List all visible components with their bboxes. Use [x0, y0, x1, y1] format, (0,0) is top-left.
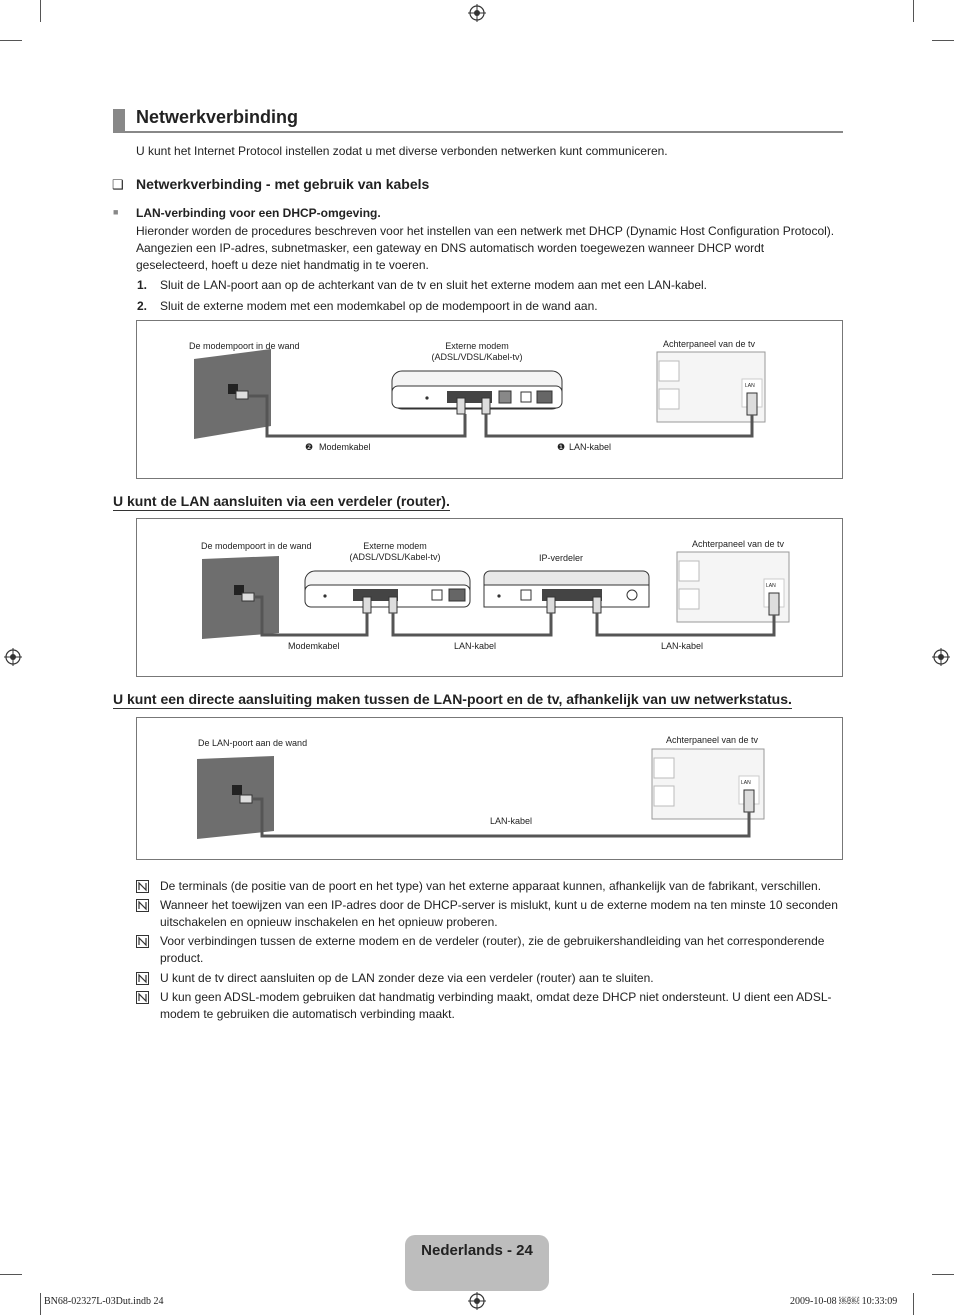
lan-cable [393, 613, 551, 635]
cable-marker: ❶ [557, 442, 566, 452]
cable-label: Modemkabel [288, 641, 340, 651]
tv-label: Achterpaneel van de tv [692, 539, 785, 549]
note-item [136, 878, 836, 895]
section-heading: Netwerkverbinding - met gebruik van kabels [136, 176, 430, 192]
direct-heading: U kunt een directe aansluiting maken tussen de LAN-poort en de tv, afhankelijk van uw netwerkstatus. [113, 691, 792, 707]
tv-label: Achterpaneel van de tv [666, 735, 759, 745]
cable-marker: ❷ [305, 442, 314, 452]
note-icon [136, 972, 149, 985]
cable-label: LAN-kabel [569, 442, 612, 452]
crop-mark [913, 0, 914, 22]
intro-text: U kunt het Internet Protocol instellen zodat u met diverse verbonden netwerken kunt communiceren. [136, 144, 668, 158]
note-item [136, 970, 836, 987]
router-heading: U kunt de LAN aansluiten via een verdeler (router). [113, 493, 450, 509]
title-bar [113, 109, 125, 131]
crop-mark [0, 40, 22, 41]
imprint-file: BN68-02327L-03Dut.indb 24 [44, 1296, 164, 1307]
registration-mark-icon [932, 648, 950, 666]
lan-port-label: LAN [745, 383, 755, 389]
page-number: Nederlands - 24 [421, 1242, 533, 1259]
step-text: Sluit de LAN-poort aan op de achterkant van de tv en sluit het externe modem aan met een LAN-kabel. [160, 278, 707, 292]
wall-label: De LAN-poort aan de wand [198, 738, 308, 748]
checkbox-icon: ❑ [112, 177, 124, 192]
crop-mark [913, 1293, 914, 1315]
subsection-heading: LAN-verbinding voor een DHCP-omgeving. [136, 206, 381, 220]
crop-mark [40, 0, 41, 22]
note-icon [136, 991, 149, 1004]
tv-label: Achterpaneel van de tv [663, 339, 756, 349]
title-rule [113, 131, 843, 133]
note-item [136, 897, 836, 931]
wall-plug-icon [236, 391, 248, 399]
modem-label-line: (ADSL/VDSL/Kabel-tv) [431, 352, 523, 362]
square-bullet-icon: ■ [113, 207, 119, 217]
lan-plug-icon [593, 597, 601, 613]
note-text: U kun geen ADSL-modem gebruiken dat handmatig verbinding maakt, omdat deze DHCP niet ondersteunt. U dient een ADSL-modem te gebruiken die automatisch verbinding maakt. [160, 990, 832, 1021]
step-number: 1. [137, 278, 148, 292]
wall-plug-icon [240, 795, 252, 803]
lan-plug-icon [482, 398, 490, 414]
tv-lan-plug-icon [769, 593, 779, 615]
cable-label: Modemkabel [319, 442, 371, 452]
modem-label-line: Externe modem [363, 541, 427, 551]
wall-label: De modempoort in de wand [201, 541, 312, 551]
note-text: Wanneer het toewijzen van een IP-adres door de DHCP-server is mislukt, kunt u de externe modem na ten minste 10 seconden uitschakelen en opnieuw inschakelen en het opnieuw proberen. [160, 898, 838, 929]
crop-mark [932, 40, 954, 41]
modem-label [335, 541, 455, 563]
tv-lan-plug-icon [744, 790, 754, 812]
page-title: Netwerkverbinding [136, 107, 299, 127]
note-text: De terminals (de positie van de poort en het type) van het externe apparaat kunnen, afhankelijk van de fabrikant, verschillen. [160, 879, 822, 893]
note-item [136, 989, 836, 1023]
imprint-date: 2009-10-08 ￼￼ 10:33:09 [790, 1296, 898, 1307]
lan-plug-icon [547, 597, 555, 613]
lan-port-label: LAN [741, 780, 751, 786]
note-text: Voor verbindingen tussen de externe modem en de verdeler (router), zie de gebruikershandleiding van het corresponderende product. [160, 934, 825, 965]
note-icon [136, 880, 149, 893]
note-icon [136, 899, 149, 912]
subsection-body: Hieronder worden de procedures beschreven voor het instellen van een netwerk met DHCP (Dynamic Host Configuration Protocol). Aangezien een IP-adres, subnetmasker, een gateway en DNS automatisch worden toegewezen wanneer DHCP wordt geselecteerd, hoeft u deze niet handmatig in te voeren. [136, 224, 835, 272]
step-number: 2. [137, 299, 148, 313]
crop-mark [0, 1274, 22, 1275]
crop-mark [932, 1274, 954, 1275]
modem-label-line: (ADSL/VDSL/Kabel-tv) [349, 552, 441, 562]
modem-plug-icon [457, 398, 465, 414]
wall-port-icon [232, 785, 242, 795]
wall-panel [202, 556, 279, 639]
registration-mark-icon [468, 4, 486, 22]
modem-plug-icon [363, 597, 371, 613]
modem-label [417, 341, 537, 363]
step-text: Sluit de externe modem met een modemkabel op de modempoort in de wand aan. [160, 299, 598, 313]
cable-label: LAN-kabel [454, 641, 497, 651]
note-text: U kunt de tv direct aansluiten op de LAN zonder deze via een verdeler (router) aan te sluiten. [160, 971, 654, 985]
tv-lan-plug-icon [747, 393, 757, 415]
crop-mark [40, 1293, 41, 1315]
modem-label-line: Externe modem [445, 341, 509, 351]
registration-mark-icon [4, 648, 22, 666]
diagram-modem-connection [136, 320, 843, 479]
wall-plug-icon [242, 593, 254, 601]
note-item [136, 933, 836, 967]
cable-label: LAN-kabel [661, 641, 704, 651]
diagram-direct-connection [136, 717, 843, 860]
cable-label: LAN-kabel [490, 816, 533, 826]
wall-label: De modempoort in de wand [189, 341, 300, 351]
note-icon [136, 935, 149, 948]
registration-mark-icon [468, 1292, 486, 1310]
diagram-router-connection [136, 518, 843, 677]
lan-plug-icon [389, 597, 397, 613]
router-label: IP-verdeler [539, 553, 584, 563]
lan-port-label: LAN [766, 583, 776, 589]
